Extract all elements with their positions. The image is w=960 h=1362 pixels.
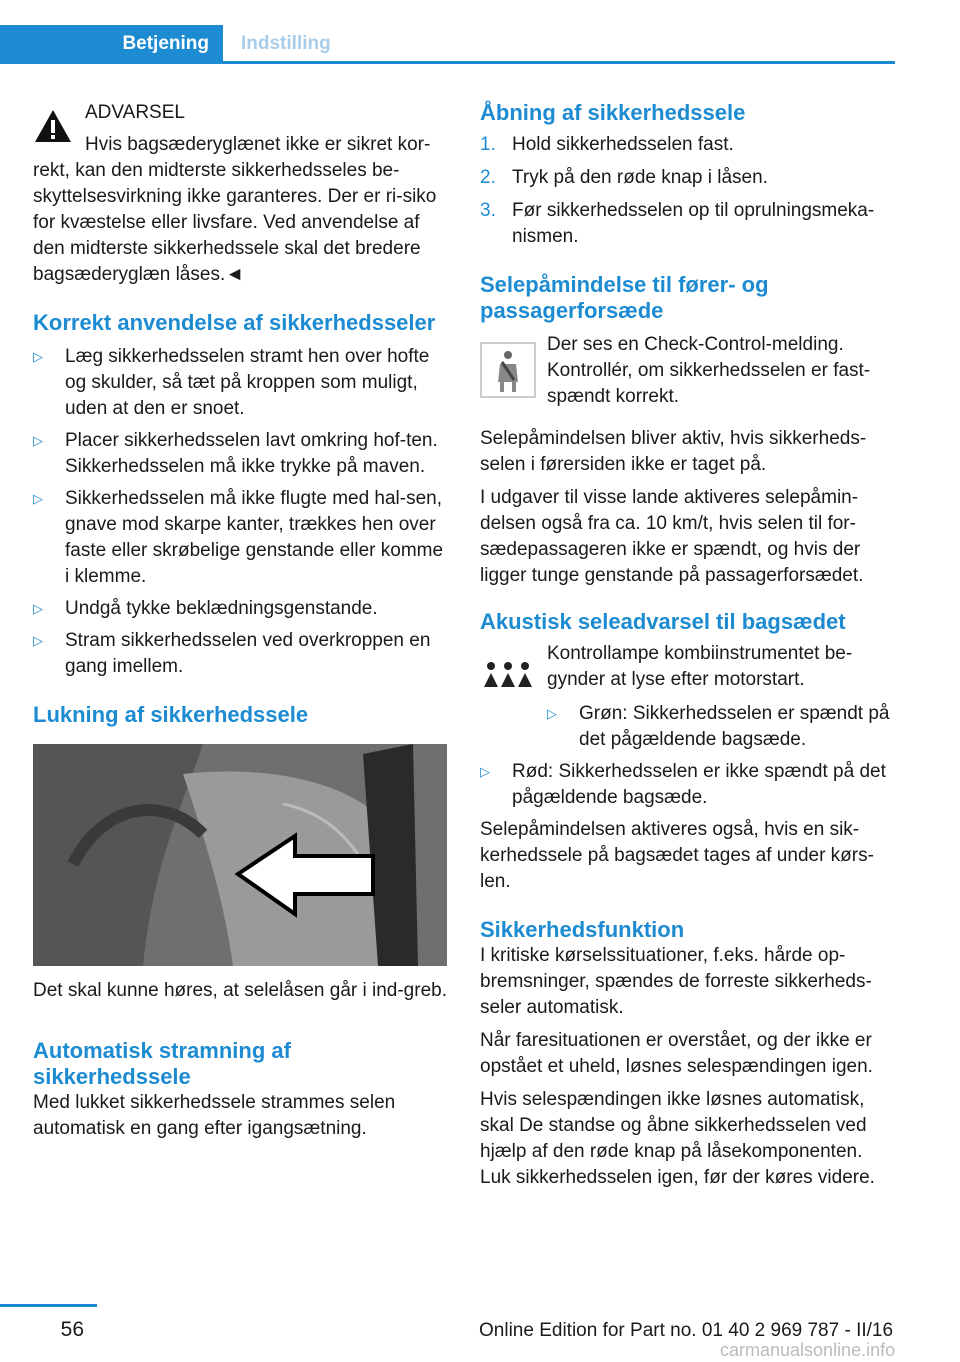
page-number: 56 bbox=[60, 1318, 84, 1341]
list-item: ▷ Rød: Sikkerhedsselen er ikke spændt på det pågældende bagsæde. bbox=[480, 759, 895, 811]
heading-rear: Akustisk seleadvarsel til bagsædet bbox=[480, 609, 846, 634]
safety-p1: I kritiske kørselssituationer, f.eks. hårde op-bremsninger, spændes de forreste sikkerheds-seler automatisk. bbox=[480, 945, 872, 1018]
closing-text: Det skal kunne høres, at selelåsen går i ind-greb. bbox=[33, 980, 447, 1001]
reminder-p1: Selepåmindelsen bliver aktiv, hvis sikkerheds-selen i førersiden ikke er taget på. bbox=[480, 428, 867, 475]
right-column bbox=[480, 100, 895, 1191]
auto-tension-text: Med lukket sikkerhedssele strammes selen automatisk en gang efter igangsætning. bbox=[33, 1092, 396, 1139]
rear-seatbelt-lamp-icon bbox=[480, 651, 536, 697]
safety-p3: Hvis selespændingen ikke løsnes automatisk, skal De standse og åbne sikkerhedsselen ved hjælp af den røde knap på låsekomponenten. Luk sikkerhedsselen igen, før der køres videre. bbox=[480, 1089, 875, 1188]
list-item: 3. Før sikkerhedsselen op til oprulningsmeka-nismen. bbox=[480, 200, 875, 247]
triangle-bullet-icon: ▷ bbox=[547, 706, 557, 721]
list-item: ▷ Placer sikkerhedsselen lavt omkring hof-ten. Sikkerhedsselen må ikke trykke på maven. bbox=[33, 428, 447, 480]
list-item: 1. Hold sikkerhedsselen fast. bbox=[480, 134, 734, 155]
list-item: ▷ Læg sikkerhedsselen stramt hen over hofte og skulder, så tæt på kroppen som muligt, uden at den er snoet. bbox=[33, 344, 447, 422]
triangle-bullet-icon: ▷ bbox=[480, 764, 490, 779]
rear-icon-block bbox=[480, 641, 895, 753]
warning-label: ADVARSEL bbox=[85, 102, 185, 123]
triangle-bullet-icon: ▷ bbox=[33, 349, 43, 364]
tab-betjening[interactable]: Betjening bbox=[0, 25, 223, 63]
tab-indstilling[interactable]: Indstilling bbox=[241, 33, 331, 54]
heading-auto-tension: Automatisk stramning af sikkerhedssele bbox=[33, 1038, 291, 1089]
seatbelt-photo-illustration bbox=[33, 744, 447, 966]
watermark: carmanualsonline.info bbox=[720, 1340, 896, 1360]
rear-text: Selepåmindelsen aktiveres også, hvis en sik-kerhedssele på bagsædet tages af under kørs-len. bbox=[480, 819, 874, 892]
heading-opening: Åbning af sikkerhedssele bbox=[480, 100, 746, 125]
reminder-p2: I udgaver til visse lande aktiveres selepåmin-delsen også fra ca. 10 km/t, hvis selen til for-sædepassageren ikke er spændt, og hvis der ligger tunge genstande på passagerforsædet. bbox=[480, 487, 864, 586]
warning-block bbox=[33, 100, 447, 288]
warning-text: rekt, kan den midterste sikkerhedsseles be-skyttelsesvirkning ikke garanteres. Der er ri-siko for kvæstelse eller livsfare. Ved anvendelse af den midterste sikkerhedssele skal det bredere bagsæderyglæn låses.◄ bbox=[33, 160, 437, 285]
correct-use-list bbox=[33, 344, 447, 680]
reminder-icon-block bbox=[480, 332, 895, 410]
left-column bbox=[33, 100, 447, 1142]
list-item: ▷ Undgå tykke beklædningsgenstande. bbox=[33, 596, 447, 622]
heading-closing: Lukning af sikkerhedssele bbox=[33, 702, 309, 727]
opening-steps bbox=[480, 132, 895, 250]
seatbelt-reminder-icon bbox=[480, 342, 536, 398]
warning-first-line: Hvis bagsæderyglænet ikke er sikret kor- bbox=[85, 134, 431, 155]
reminder-icon-text: Der ses en Check-Control-melding. Kontrollér, om sikkerhedsselen er fast-spændt korrekt. bbox=[547, 334, 871, 407]
footer-line bbox=[0, 1304, 97, 1307]
list-item: ▷ Grøn: Sikkerhedsselen er spændt på det pågældende bagsæde. bbox=[547, 701, 895, 753]
triangle-bullet-icon: ▷ bbox=[33, 633, 43, 648]
heading-safety: Sikkerhedsfunktion bbox=[480, 917, 685, 942]
triangle-bullet-icon: ▷ bbox=[33, 491, 43, 506]
list-item: 2. Tryk på den røde knap i låsen. bbox=[480, 167, 768, 188]
list-item: ▷ Sikkerhedsselen må ikke flugte med hal-sen, gnave mod skarpe kanter, trækkes hen over faste eller skrøbelige genstande eller komme i klemme. bbox=[33, 486, 447, 590]
heading-correct-use: Korrekt anvendelse af sikkerhedsseler bbox=[33, 310, 436, 335]
rear-icon-text: Kontrollampe kombiinstrumentet be-gynder at lyse efter motorstart. bbox=[547, 643, 853, 690]
seatbelt-buckle-photo bbox=[33, 744, 447, 966]
warning-triangle-icon bbox=[33, 108, 73, 144]
triangle-bullet-icon: ▷ bbox=[33, 601, 43, 616]
heading-reminder: Selepåmindelse til fører- og passagerforsæde bbox=[480, 272, 769, 323]
edition-text: Online Edition for Part no. 01 40 2 969 787 - II/16 bbox=[479, 1320, 894, 1341]
triangle-bullet-icon: ▷ bbox=[33, 433, 43, 448]
list-item: ▷ Stram sikkerhedsselen ved overkroppen en gang imellem. bbox=[33, 628, 447, 680]
safety-p2: Når faresituationen er overstået, og der ikke er opstået et uheld, løsnes selespændingen igen. bbox=[480, 1030, 873, 1077]
